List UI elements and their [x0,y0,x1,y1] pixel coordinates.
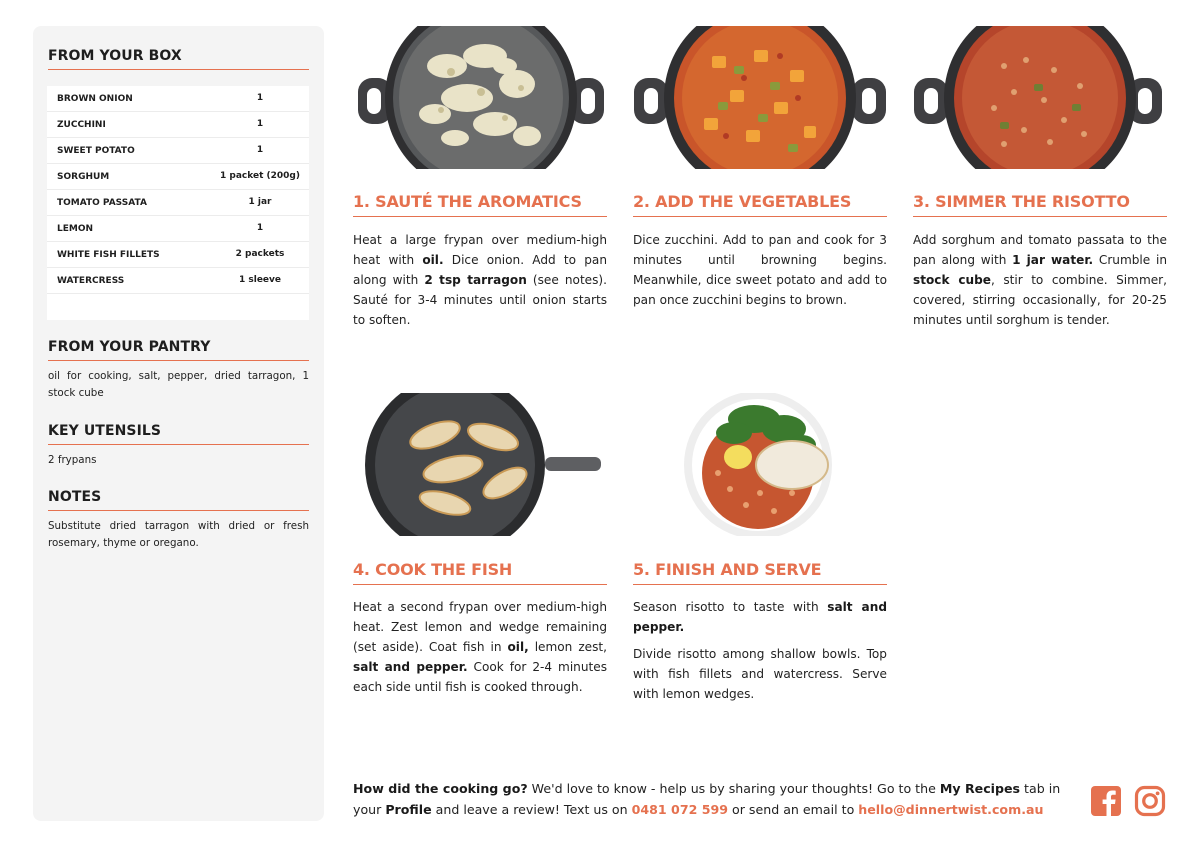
ingredients-sidebar [33,26,324,821]
text-run: Crumble in [1093,253,1167,267]
step-3-text [913,230,1167,330]
ingredient-name: WATERCRESS [57,276,125,286]
text-run: Dice zucchini. Add to pan and cook for 3 minutes until browning begins. Meanwhile, dice sweet potato and add to pan once zucchini begins to brown. [633,233,887,307]
text-run: and leave a review! Text us on [431,802,632,817]
table-row [47,138,309,164]
ingredient-name: SWEET POTATO [57,146,135,156]
bold-run: salt and pepper. [633,600,887,634]
bold-run: oil, [507,640,529,654]
text-run: (see notes). Sauté for 3-4 minutes until onion starts to soften. [353,273,607,327]
pantry-title: FROM YOUR PANTRY [48,339,309,361]
bold-run: stock cube [913,273,991,287]
from-your-box-title: FROM YOUR BOX [48,48,309,70]
step-4-text [353,597,607,697]
table-row [47,86,309,112]
ingredient-name: LEMON [57,224,94,234]
my-recipes-label: My Recipes [939,781,1021,796]
step-4-title: 4. COOK THE FISH [353,560,607,585]
email-link[interactable]: hello@dinnertwist.com.au [858,802,1044,817]
ingredient-qty: 1 sleeve [238,275,282,285]
text-run: Heat a large frypan over medium-high heat with [353,233,607,267]
table-row [47,164,309,190]
pantry-text: oil for cooking, salt, pepper, dried tarragon, 1 stock cube [48,370,309,399]
step-4-photo [355,393,607,536]
step-2-photo [634,26,886,169]
text-run: Divide risotto among shallow bowls. Top with fish fillets and watercress. Serve with lemon wedges. [633,647,887,701]
instagram-icon[interactable] [1134,785,1166,817]
bold-run: 1 jar water. [1012,253,1094,267]
ingredient-qty: 1 packet (200g) [220,171,300,181]
ingredient-name: BROWN ONION [57,94,133,104]
footer-question: How did the cooking go? [353,781,528,796]
utensils-text: 2 frypans [48,454,97,466]
utensils-title: KEY UTENSILS [48,423,309,445]
text-run: Heat a second frypan over medium-high heat. Zest lemon and wedge remaining (set aside). Coat fish in [353,600,607,654]
ingredient-qty: 1 [256,145,264,155]
text-run: Cook for 2-4 minutes each side until fish is cooked through. [353,660,607,694]
ingredient-qty: 2 packets [235,249,285,259]
step-5-photo [634,393,886,536]
box-ingredients-table [47,86,309,320]
step-1-photo [355,26,607,169]
table-row [47,112,309,138]
text-run: tab in your [353,781,1061,817]
text-run: , stir to combine. Simmer, covered, stirring occasionally, for 20-25 minutes until sorghum is tender. [913,273,1167,327]
facebook-icon[interactable] [1090,785,1122,817]
bold-run: salt and pepper. [353,660,468,674]
ingredient-name: TOMATO PASSATA [57,198,147,208]
text-run: or send an email to [728,802,859,817]
text-run: We'd love to know - help us by sharing your thoughts! Go to the [527,781,940,796]
step-1-title: 1. SAUTÉ THE AROMATICS [353,192,607,217]
notes-text: Substitute dried tarragon with dried or fresh rosemary, thyme or oregano. [48,520,309,549]
ingredient-name: ZUCCHINI [57,120,106,130]
table-row [47,216,309,242]
phone-link[interactable]: 0481 072 599 [631,802,729,817]
step-1-text [353,230,607,330]
ingredient-qty: 1 jar [248,197,272,207]
notes-title: NOTES [48,489,309,511]
ingredient-qty: 1 [256,223,264,233]
text-run: Add sorghum and tomato passata to the pan along with [913,233,1167,267]
step-2-title: 2. ADD THE VEGETABLES [633,192,887,217]
step-5-title: 5. FINISH AND SERVE [633,560,887,585]
step-5-text-1 [633,597,887,637]
table-row [47,268,309,294]
profile-label: Profile [385,802,432,817]
text-run: Dice onion. Add to pan along with [353,253,608,287]
ingredient-name: WHITE FISH FILLETS [57,250,160,260]
step-2-text [633,230,887,310]
bold-run: oil. [422,253,444,267]
text-run: lemon zest, [528,640,607,654]
bold-run: 2 tsp tarragon [424,273,527,287]
step-5-text-2 [633,644,887,704]
ingredient-qty: 1 [256,119,264,129]
step-3-photo [914,26,1166,169]
step-3-title: 3. SIMMER THE RISOTTO [913,192,1167,217]
feedback-footer [353,778,1073,820]
table-row [47,242,309,268]
ingredient-qty: 1 [256,93,264,103]
table-row [47,190,309,216]
ingredient-name: SORGHUM [57,172,110,182]
text-run: Season risotto to taste with [633,600,828,614]
